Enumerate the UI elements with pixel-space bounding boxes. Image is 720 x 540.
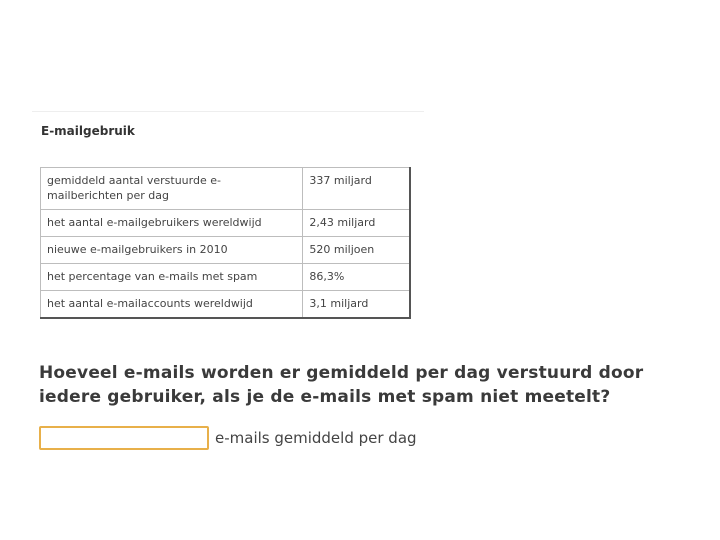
row-value: 3,1 miljard: [303, 291, 410, 319]
answer-unit-label: e-mails gemiddeld per dag: [215, 429, 417, 447]
answer-row: [39, 426, 417, 450]
question-text: Hoeveel e-mails worden er gemiddeld per dag verstuurd door iedere gebruiker, als je de e-mails met spam niet meetelt?: [39, 363, 644, 407]
row-label: het percentage van e-mails met spam: [41, 264, 303, 291]
row-label: het aantal e-mailaccounts wereldwijd: [41, 291, 303, 319]
row-value: 520 miljoen: [303, 237, 410, 264]
table-row: [41, 291, 411, 319]
email-usage-table: [40, 167, 411, 319]
table-row: [41, 168, 411, 210]
row-value: 2,43 miljard: [303, 210, 410, 237]
table-row: [41, 210, 411, 237]
row-label: gemiddeld aantal verstuurde e-mailberichten per dag: [41, 168, 303, 210]
answer-input[interactable]: [39, 426, 209, 450]
row-value: 86,3%: [303, 264, 410, 291]
row-label: nieuwe e-mailgebruikers in 2010: [41, 237, 303, 264]
section-title: E-mailgebruik: [41, 124, 135, 138]
top-divider: [32, 111, 424, 112]
table-row: [41, 237, 411, 264]
table-row: [41, 264, 411, 291]
row-value: 337 miljard: [303, 168, 410, 210]
row-label: het aantal e-mailgebruikers wereldwijd: [41, 210, 303, 237]
